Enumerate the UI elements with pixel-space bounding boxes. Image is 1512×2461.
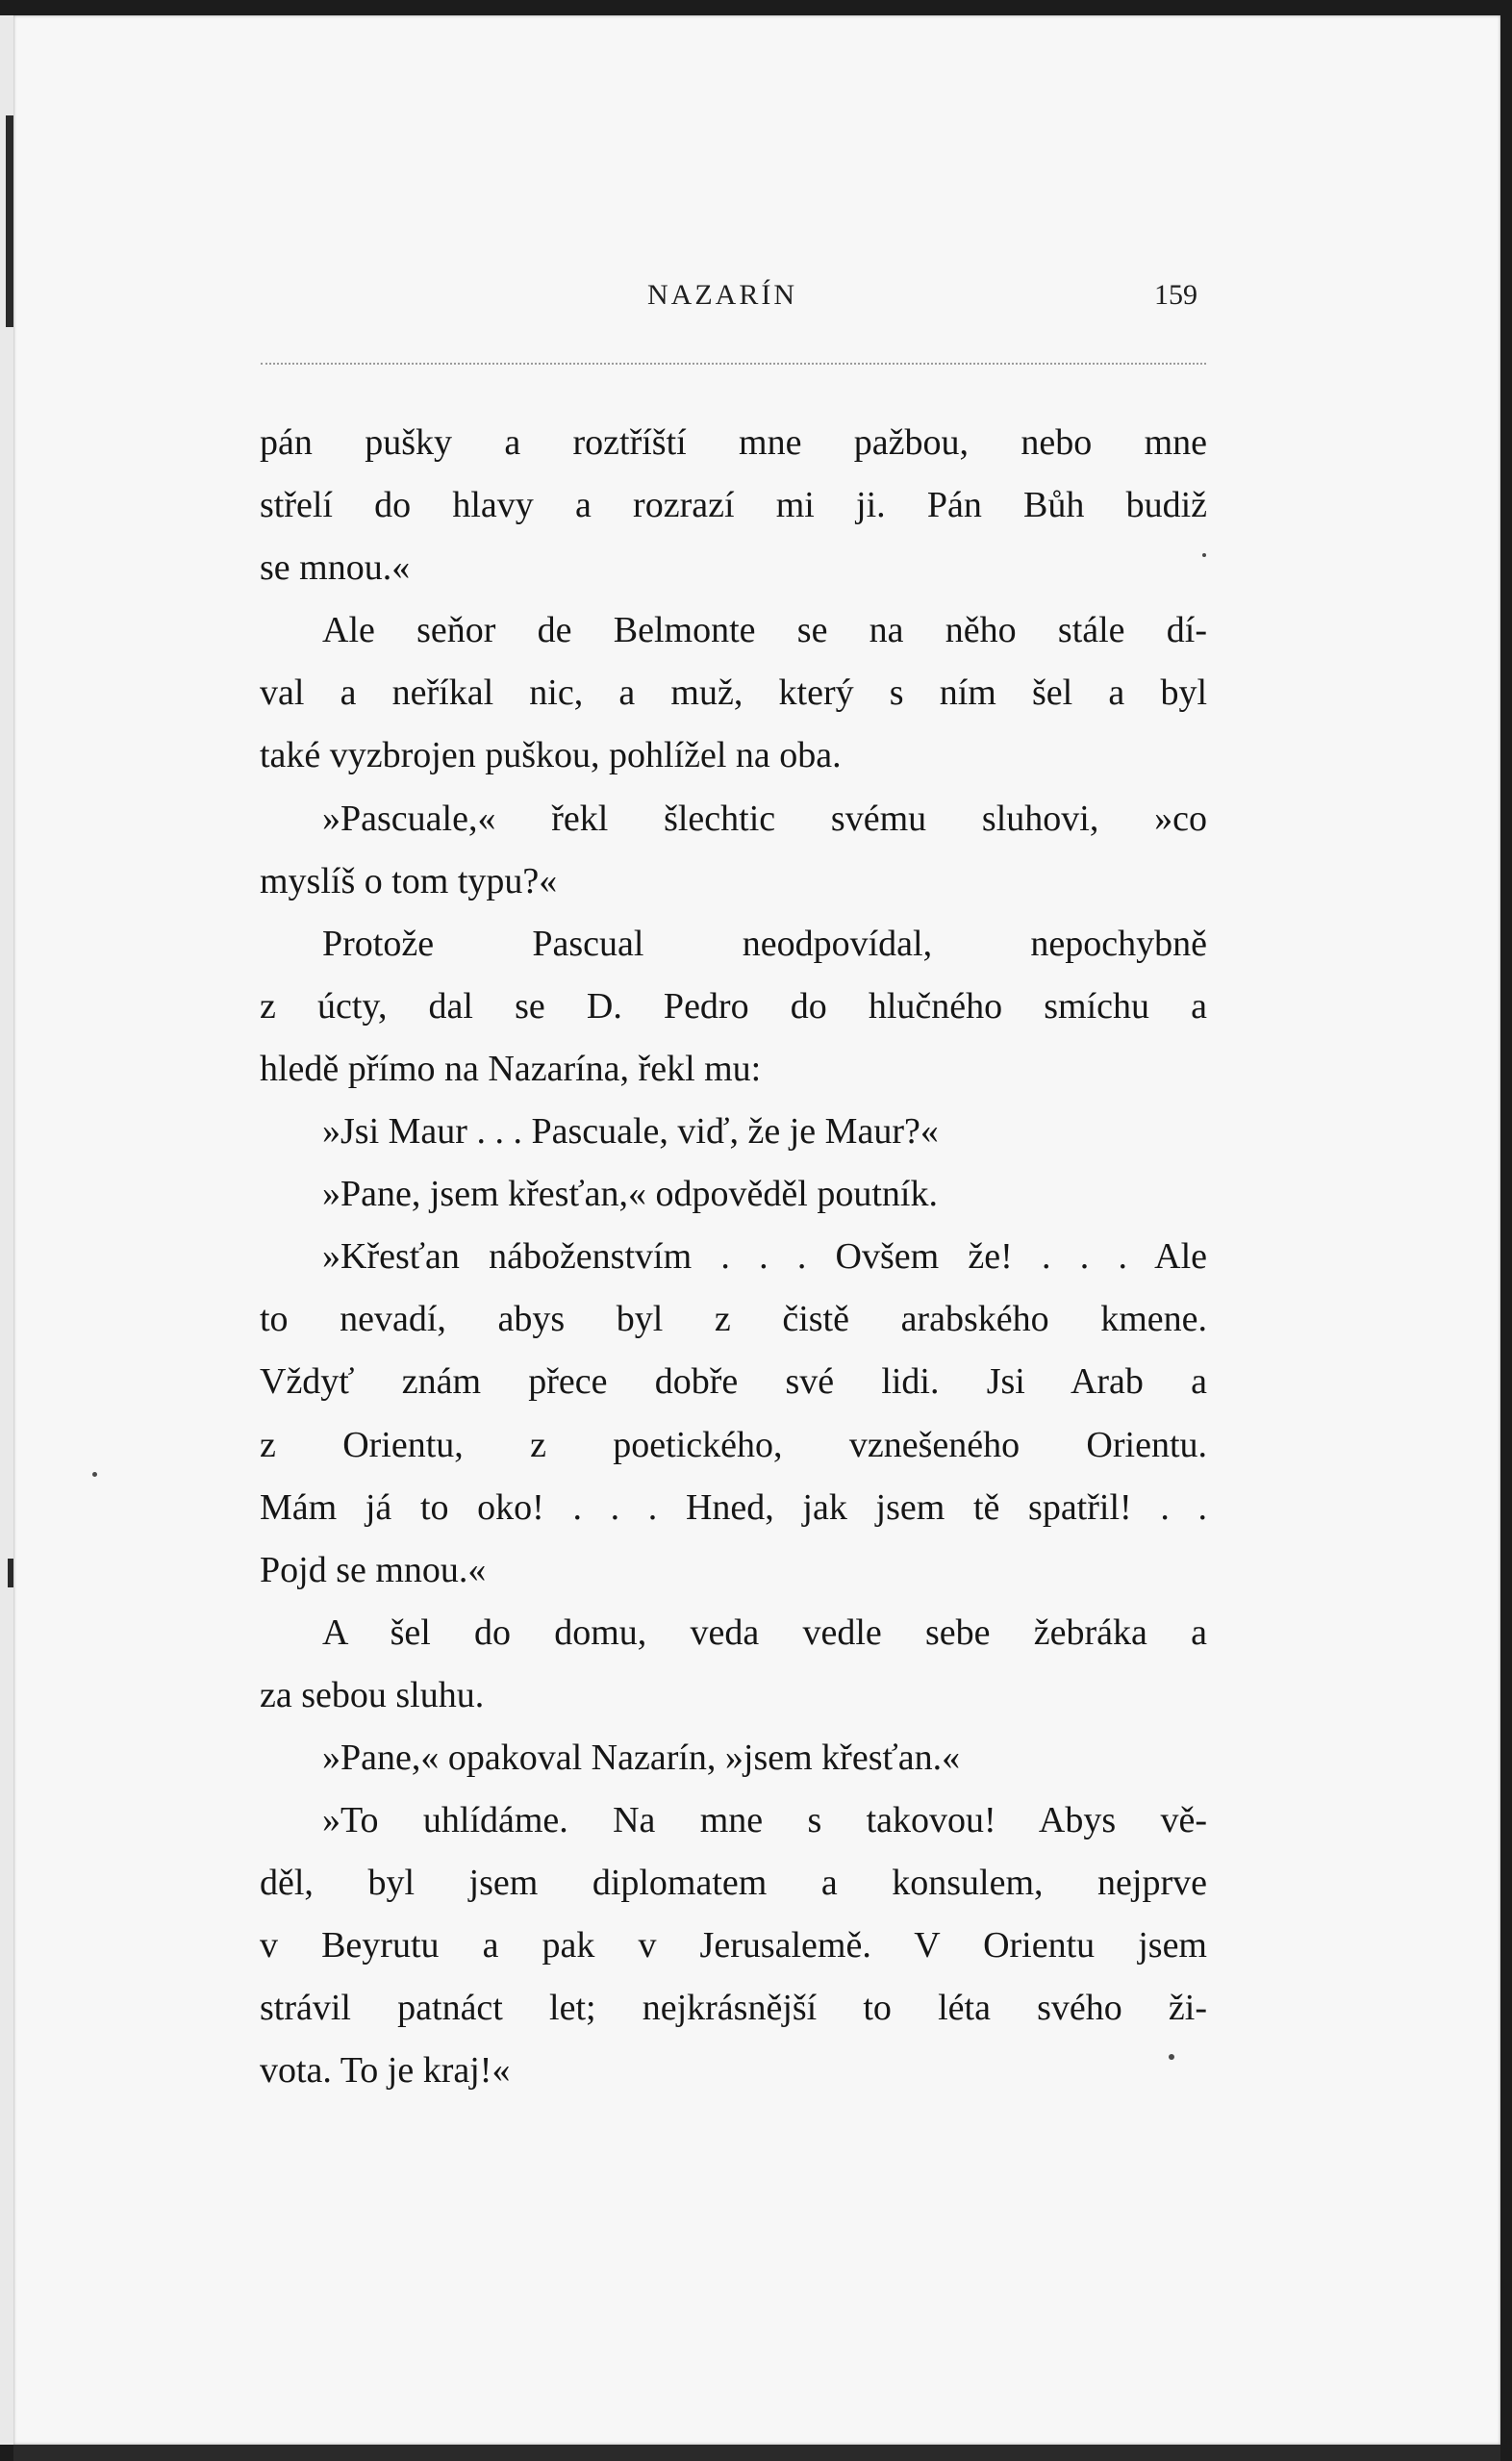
text-line: »Jsi Maur . . . Pascuale, viď, že je Maur?« [322, 1111, 939, 1153]
text-line: Vždyť znám přece dobře své lidi. Jsi Arab a [260, 1361, 1207, 1403]
binding-mark-bottom [8, 1559, 13, 1587]
text-line: vota. To je kraj!« [260, 2050, 511, 2092]
text-line: v Beyrutu a pak v Jerusalemě. V Orientu jsem [260, 1925, 1207, 1966]
text-line: hledě přímo na Nazarína, řekl mu: [260, 1048, 762, 1089]
text-line: střelí do hlavy a rozrazí mi ji. Pán Bůh budiž [260, 485, 1207, 526]
text-line: »To uhlídáme. Na mne s takovou! Abys vě- [322, 1800, 1207, 1841]
text-line: to nevadí, abys byl z čistě arabského kmene. [260, 1299, 1207, 1340]
text-line: za sebou sluhu. [260, 1674, 485, 1715]
text-line: Ale seňor de Belmonte se na něho stále dí- [322, 610, 1207, 651]
text-line: strávil patnáct let; nejkrásnější to léta svého ži- [260, 1988, 1207, 2029]
text-line: Protože Pascual neodpovídal, nepochybně [322, 923, 1207, 964]
header-rule [261, 363, 1206, 365]
text-line: A šel do domu, veda vedle sebe žebráka a [322, 1611, 1207, 1653]
text-line: z Orientu, z poetického, vznešeného Orientu. [260, 1424, 1207, 1465]
text-line: »Pascuale,« řekl šlechtic svému sluhovi, »co [322, 798, 1207, 839]
text-line: se mnou.« [260, 547, 411, 589]
text-line: myslíš o tom typu?« [260, 860, 558, 901]
text-line: z úcty, dal se D. Pedro do hlučného smíchu a [260, 985, 1207, 1027]
running-title: NAZARÍN [647, 279, 797, 311]
text-line: »Pane,« opakoval Nazarín, »jsem křesťan.« [322, 1737, 961, 1778]
text-line: »Křesťan náboženstvím . . . Ovšem že! . . . Ale [322, 1236, 1207, 1278]
ink-speck [92, 1472, 97, 1477]
page-edge-left [0, 15, 13, 2445]
text-line: děl, byl jsem diplomatem a konsulem, nejprve [260, 1863, 1207, 1904]
text-line: Pojd se mnou.« [260, 1549, 487, 1590]
text-line: Mám já to oko! . . . Hned, jak jsem tě spatřil! . . [260, 1486, 1207, 1528]
page-edge-bottom [13, 2445, 1500, 2461]
text-line: pán pušky a roztříští mne pažbou, nebo mne [260, 422, 1207, 463]
text-line: také vyzbrojen puškou, pohlížel na oba. [260, 735, 842, 776]
body-text [260, 412, 1207, 2103]
text-line: »Pane, jsem křesťan,« odpověděl poutník. [322, 1174, 938, 1215]
running-head [0, 279, 1512, 317]
text-line: val a neříkal nic, a muž, který s ním šel a byl [260, 672, 1207, 714]
page-number: 159 [1154, 279, 1197, 311]
